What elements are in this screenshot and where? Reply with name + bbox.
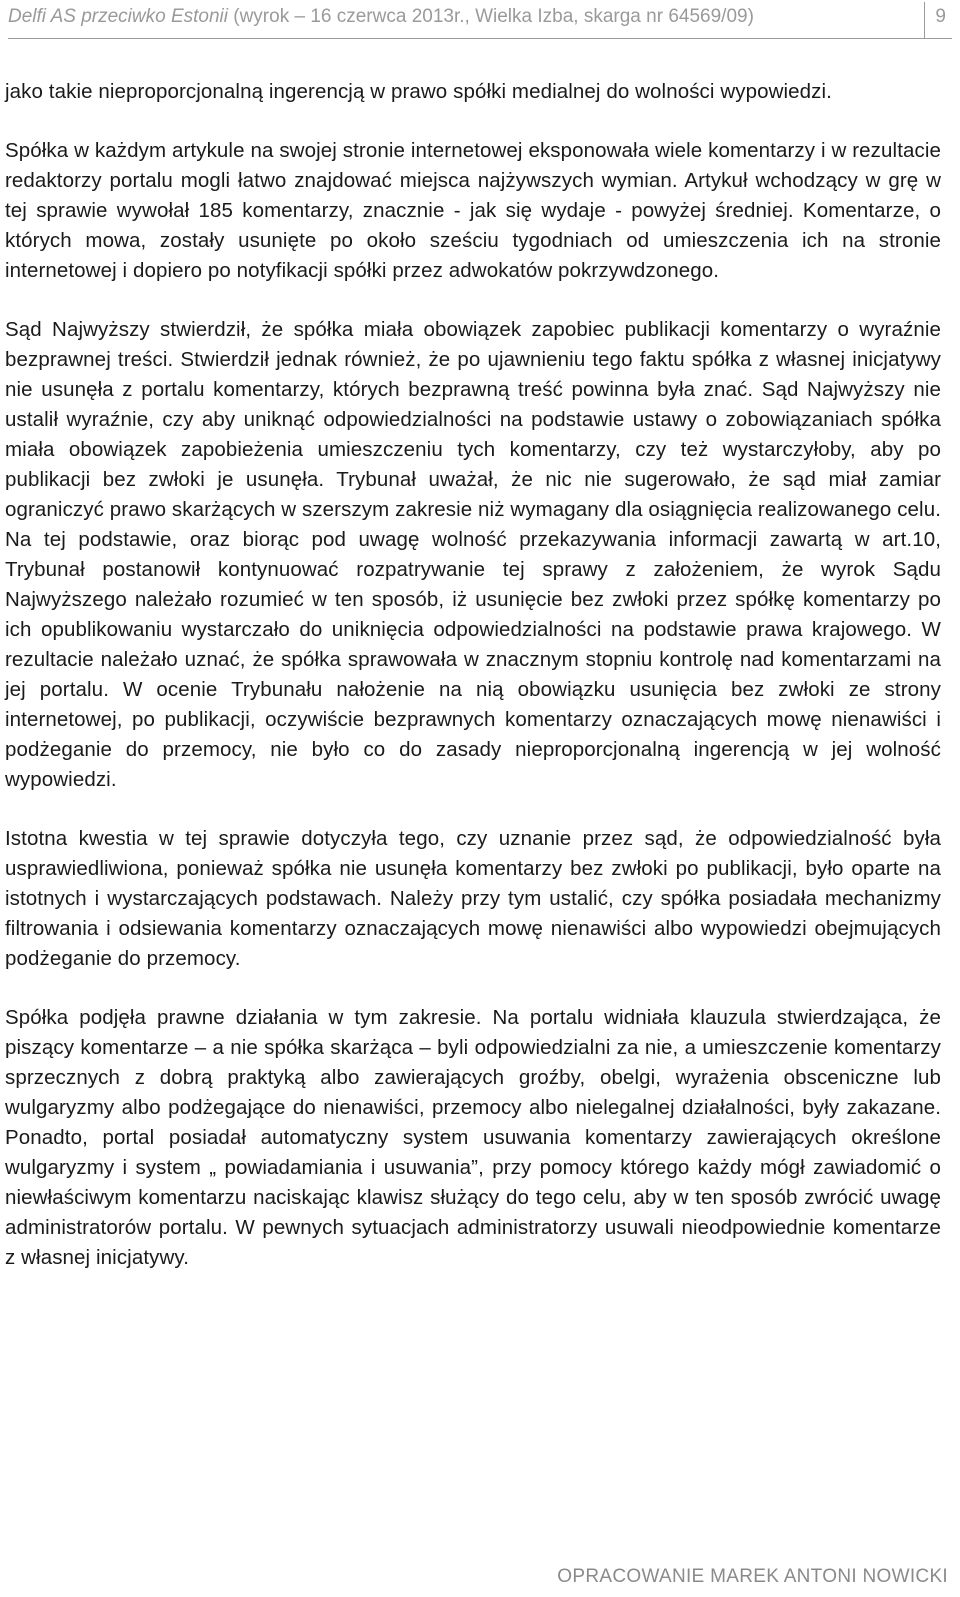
page-number: 9 xyxy=(935,6,946,27)
paragraph: jako takie nieproporcjonalną ingerencją w prawo spółki medialnej do wolności wypowiedzi. xyxy=(5,80,832,103)
header-title xyxy=(8,2,754,29)
paragraph: Istotna kwestia w tej sprawie dotyczyła tego, czy uznanie przez sąd, że odpowiedzialność była usprawiedliwiona, ponieważ spółka nie usunęła komentarzy bez zwłoki po publikacji, było oparte na istotnych i wystarczających podstawach. Należy przy tym ustalić, czy spółka posiadała mechanizmy filtrowania i odsiewania komentarzy oznaczających mowę nienawiści albo wypowiedzi obejmujących podżeganie do przemocy. xyxy=(5,827,941,970)
header-title-details: (wyrok – 16 czerwca 2013r., Wielka Izba, skarga nr 64569/09) xyxy=(227,6,754,27)
paragraph: Spółka podjęła prawne działania w tym zakresie. Na portalu widniała klauzula stwierdzająca, że piszący komentarze – a nie spółka skarżąca – byli odpowiedzialni za nie, a umieszczenie komentarzy sprzecznych z dobrą praktyką albo zawierających groźby, obelgi, wyrażenia obsceniczne lub wulgaryzmy albo podżegające do nienawiści, przemocy albo nielegalnej działalności, były zakazane. Ponadto, portal posiadał automatyczny system usuwania komentarzy zawierających określone wulgaryzmy i system „ powiadamiania i usuwania”, przy pomocy którego każdy mógł zawiadomić o niewłaściwym komentarzu naciskając klawisz służący do tego celu, aby w ten sposób zwrócić uwagę administratorów portalu. W pewnych sytuacjach administratorzy usuwali nieodpowiednie komentarze z własnej inicjatywy. xyxy=(5,1006,941,1269)
header-divider xyxy=(924,2,925,38)
paragraph: Sąd Najwyższy stwierdził, że spółka miała obowiązek zapobiec publikacji komentarzy o wyraźnie bezprawnej treści. Stwierdził jednak również, że po ujawnieniu tego faktu spółka z własnej inicjatywy nie usunęła z portalu komentarzy, których bezprawną treść powinna była znać. Sąd Najwyższy nie ustalił wyraźnie, czy aby uniknąć odpowiedzialności na podstawie ustawy o zobowiązaniach spółka miała obowiązek zapobieżenia umieszczeniu tych komentarzy, czy też wystarczyłoby, aby po publikacji bez zwłoki je usunęła. Trybunał uważał, że nic nie sugerowało, że sąd miał zamiar ograniczyć prawo skarżących w szerszym zakresie niż wymagany dla osiągnięcia realizowanego celu. Na tej podstawie, oraz biorąc pod uwagę wolność przekazywania informacji zawartą w art.10, Trybunał postanowił kontynuować rozpatrywanie tej sprawy z założeniem, że wyrok Sądu Najwyższego należało rozumieć w ten sposób, iż usunięcie bez zwłoki przez spółkę komentarzy po ich opublikowaniu wystarczało do uniknięcia odpowiedzialności na podstawie prawa krajowego. W rezultacie należało uznać, że spółka sprawowała w znacznym stopniu kontrolę nad komentarzami na jej portalu. W ocenie Trybunału nałożenie na nią obowiązku usunięcia bez zwłoki ze strony internetowej, po publikacji, oczywiście bezprawnych komentarzy oznaczających mowę nienawiści i podżeganie do przemocy, nie było co do zasady nieproporcjonalną ingerencją w jej wolność wypowiedzi. xyxy=(5,318,941,791)
page-footer: OPRACOWANIE MAREK ANTONI NOWICKI xyxy=(557,1566,948,1587)
header-title-case-name: Delfi AS przeciwko Estonii xyxy=(8,6,228,27)
document-body xyxy=(5,77,941,1302)
paragraph: Spółka w każdym artykule na swojej stronie internetowej eksponowała wiele komentarzy i w rezultacie redaktorzy portalu mogli łatwo znajdować miejsca najżywszych wymian. Artykuł wchodzący w grę w tej sprawie wywołał 185 komentarzy, znacznie - jak się wydaje - powyżej średniej. Komentarze, o których mowa, zostały usunięte po około sześciu tygodniach od umieszczenia ich na stronie internetowej i dopiero po notyfikacji spółki przez adwokatów pokrzywdzonego. xyxy=(5,139,941,282)
page-header xyxy=(8,2,952,39)
